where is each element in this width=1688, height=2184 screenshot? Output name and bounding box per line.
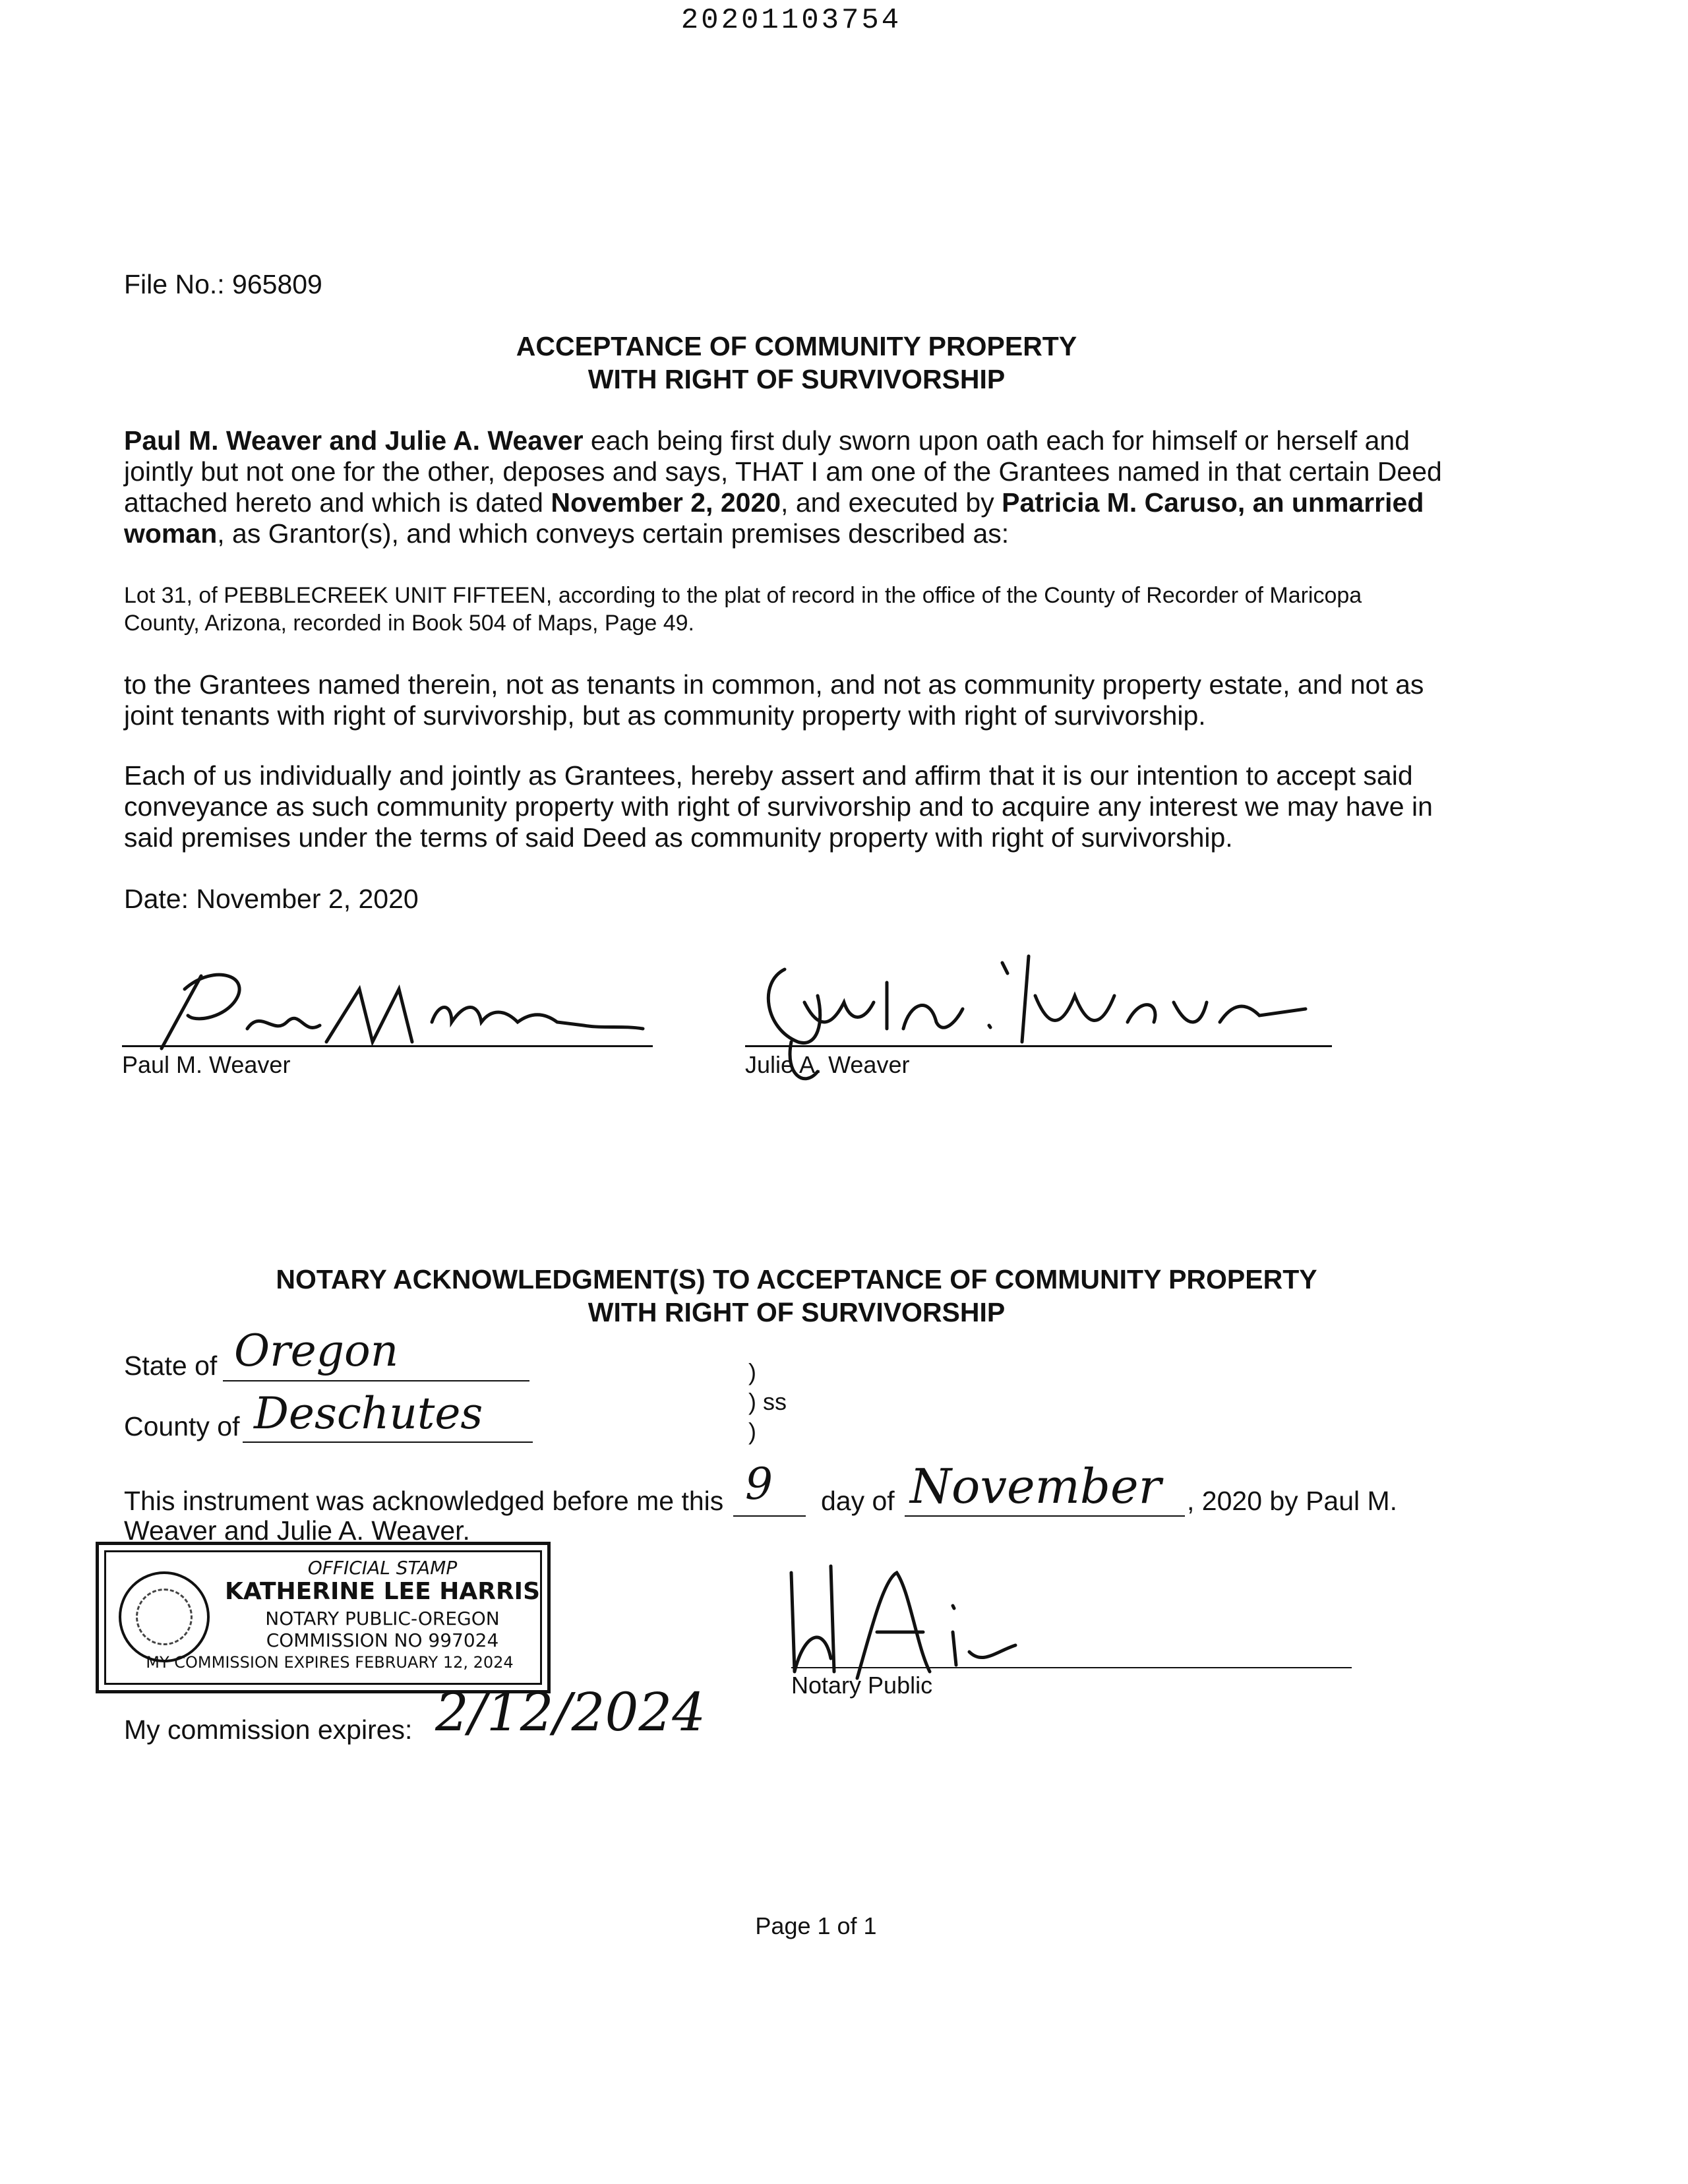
ack-month: November xyxy=(910,1459,1162,1514)
ack-text-b: day of xyxy=(821,1486,895,1516)
expires-label: My commission expires: xyxy=(124,1714,413,1745)
title-line-2: WITH RIGHT OF SURVIVORSHIP xyxy=(588,364,1006,394)
signature-line-paul xyxy=(122,1045,653,1047)
notary-stamp xyxy=(96,1542,551,1693)
ack-day: 9 xyxy=(745,1459,773,1509)
affidavit-paragraph xyxy=(124,425,1476,549)
venue-ss: ) ss xyxy=(748,1388,787,1415)
county-line xyxy=(243,1441,533,1443)
signer-name-paul: Paul M. Weaver xyxy=(122,1051,291,1078)
notary-title-line-2: WITH RIGHT OF SURVIVORSHIP xyxy=(588,1297,1006,1327)
notary-signature-scribble xyxy=(778,1553,1062,1685)
paragraph-text: , and executed by xyxy=(781,487,1002,518)
grantees-paragraph: to the Grantees named therein, not as tenants in common, and not as community property estate, and not as joint tenants with right of survivorship, but as community property with right of survivorship. xyxy=(124,669,1424,731)
expires-value: 2/12/2024 xyxy=(435,1682,706,1743)
notary-title xyxy=(124,1263,1469,1329)
notary-signature-line xyxy=(791,1667,1352,1668)
signer-name-julie: Julie A. Weaver xyxy=(745,1051,910,1078)
notary-label: Notary Public xyxy=(791,1672,933,1699)
ack-text-a: This instrument was acknowledged before me this xyxy=(124,1486,724,1516)
venue-bracket-bottom: ) xyxy=(748,1418,756,1445)
stamp-line-1: OFFICIAL STAMP xyxy=(307,1557,458,1579)
legal-description: Lot 31, of PEBBLECREEK UNIT FIFTEEN, according to the plat of record in the office of the County of Recorder of Maricopa County, Arizona, recorded in Book 504 of Maps, Page 49. xyxy=(124,583,1362,636)
deed-date: November 2, 2020 xyxy=(551,487,781,518)
state-seal-icon xyxy=(119,1571,210,1662)
stamp-line-5: MY COMMISSION EXPIRES FEBRUARY 12, 2024 xyxy=(146,1653,514,1672)
paragraph-text: each being first duly sworn upon oath each for himself or herself and jointly but not one for the other, deposes and says, THAT I am one of the Grantees named in that certain Deed attached hereto and which is dated xyxy=(124,425,1442,518)
ack-day-line xyxy=(733,1515,806,1517)
state-line xyxy=(223,1380,529,1381)
stamp-line-2: KATHERINE LEE HARRIS xyxy=(224,1578,541,1605)
venue-bracket-top: ) xyxy=(748,1358,756,1385)
grantor-name: Patricia M. Caruso, an unmarried woman xyxy=(124,487,1424,549)
state-label: State of xyxy=(124,1350,218,1381)
intention-paragraph: Each of us individually and jointly as Grantees, hereby assert and affirm that it is our intention to accept said conveyance as such community property with right of survivorship and to acquire any interest we may have in said premises under the terms of said Deed as community property with right of survivorship. xyxy=(124,760,1433,853)
notary-title-line-1: NOTARY ACKNOWLEDGMENT(S) TO ACCEPTANCE OF COMMUNITY PROPERTY xyxy=(276,1264,1317,1294)
signature-line-julie xyxy=(745,1045,1332,1047)
ack-text-c: , 2020 by Paul M. xyxy=(1187,1486,1398,1516)
grantee-names: Paul M. Weaver and Julie A. Weaver xyxy=(124,425,584,456)
county-label: County of xyxy=(124,1411,240,1441)
file-number: File No.: 965809 xyxy=(124,269,322,299)
record-number: 20201103754 xyxy=(680,4,902,37)
document-title xyxy=(124,330,1469,396)
page-number: Page 1 of 1 xyxy=(755,1912,877,1939)
ack-text-d: Weaver and Julie A. Weaver. xyxy=(124,1515,470,1546)
notary-signature xyxy=(778,1553,1062,1685)
date-line: Date: November 2, 2020 xyxy=(124,884,419,914)
county-value: Deschutes xyxy=(254,1388,483,1439)
state-value: Oregon xyxy=(234,1325,399,1376)
ack-month-line xyxy=(905,1515,1185,1517)
stamp-line-4: COMMISSION NO 997024 xyxy=(266,1629,499,1651)
title-line-1: ACCEPTANCE OF COMMUNITY PROPERTY xyxy=(516,331,1077,361)
stamp-line-3: NOTARY PUBLIC-OREGON xyxy=(265,1608,500,1629)
paragraph-text: , as Grantor(s), and which conveys certain premises described as: xyxy=(217,518,1010,549)
